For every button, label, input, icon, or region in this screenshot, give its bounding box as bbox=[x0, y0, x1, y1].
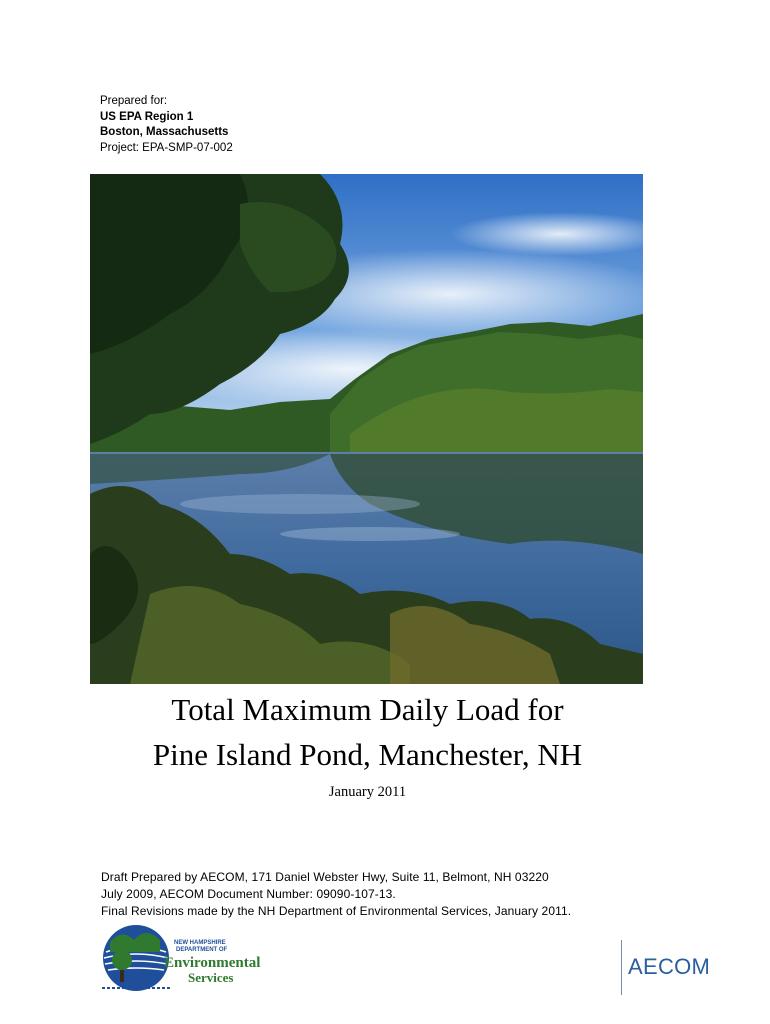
document-title-line1: Total Maximum Daily Load for bbox=[171, 692, 564, 727]
prepared-for-block bbox=[100, 94, 233, 156]
document-title-line2: Pine Island Pond, Manchester, NH bbox=[152, 737, 583, 772]
draft-note-line: Draft Prepared by AECOM, 171 Daniel Webster Hwy, Suite 11, Belmont, NH 03220 bbox=[101, 870, 549, 884]
nhdes-logo-line3: Environmental bbox=[164, 955, 261, 971]
aecom-logo: AECOM bbox=[628, 954, 711, 979]
prepared-for-label: Prepared for: bbox=[100, 95, 168, 107]
nhdes-logo-line4: Services bbox=[188, 970, 234, 985]
nhdes-logo-line2: DEPARTMENT OF bbox=[176, 947, 228, 953]
draft-notes bbox=[101, 869, 571, 920]
nhdes-logo bbox=[100, 922, 261, 996]
project-number: Project: EPA-SMP-07-002 bbox=[100, 141, 233, 154]
nhdes-logo-line1: NEW HAMPSHIRE bbox=[174, 940, 226, 946]
draft-note-line: July 2009, AECOM Document Number: 09090-107-13. bbox=[101, 887, 396, 901]
document-date: January 2011 bbox=[328, 784, 407, 800]
draft-note-line: Final Revisions made by the NH Department of Environmental Services, January 2011. bbox=[101, 904, 572, 918]
prepared-for-org: US EPA Region 1 bbox=[100, 110, 194, 123]
prepared-for-location: Boston, Massachusetts bbox=[100, 126, 229, 138]
aecom-divider bbox=[621, 940, 622, 995]
cover-photo bbox=[90, 174, 643, 684]
